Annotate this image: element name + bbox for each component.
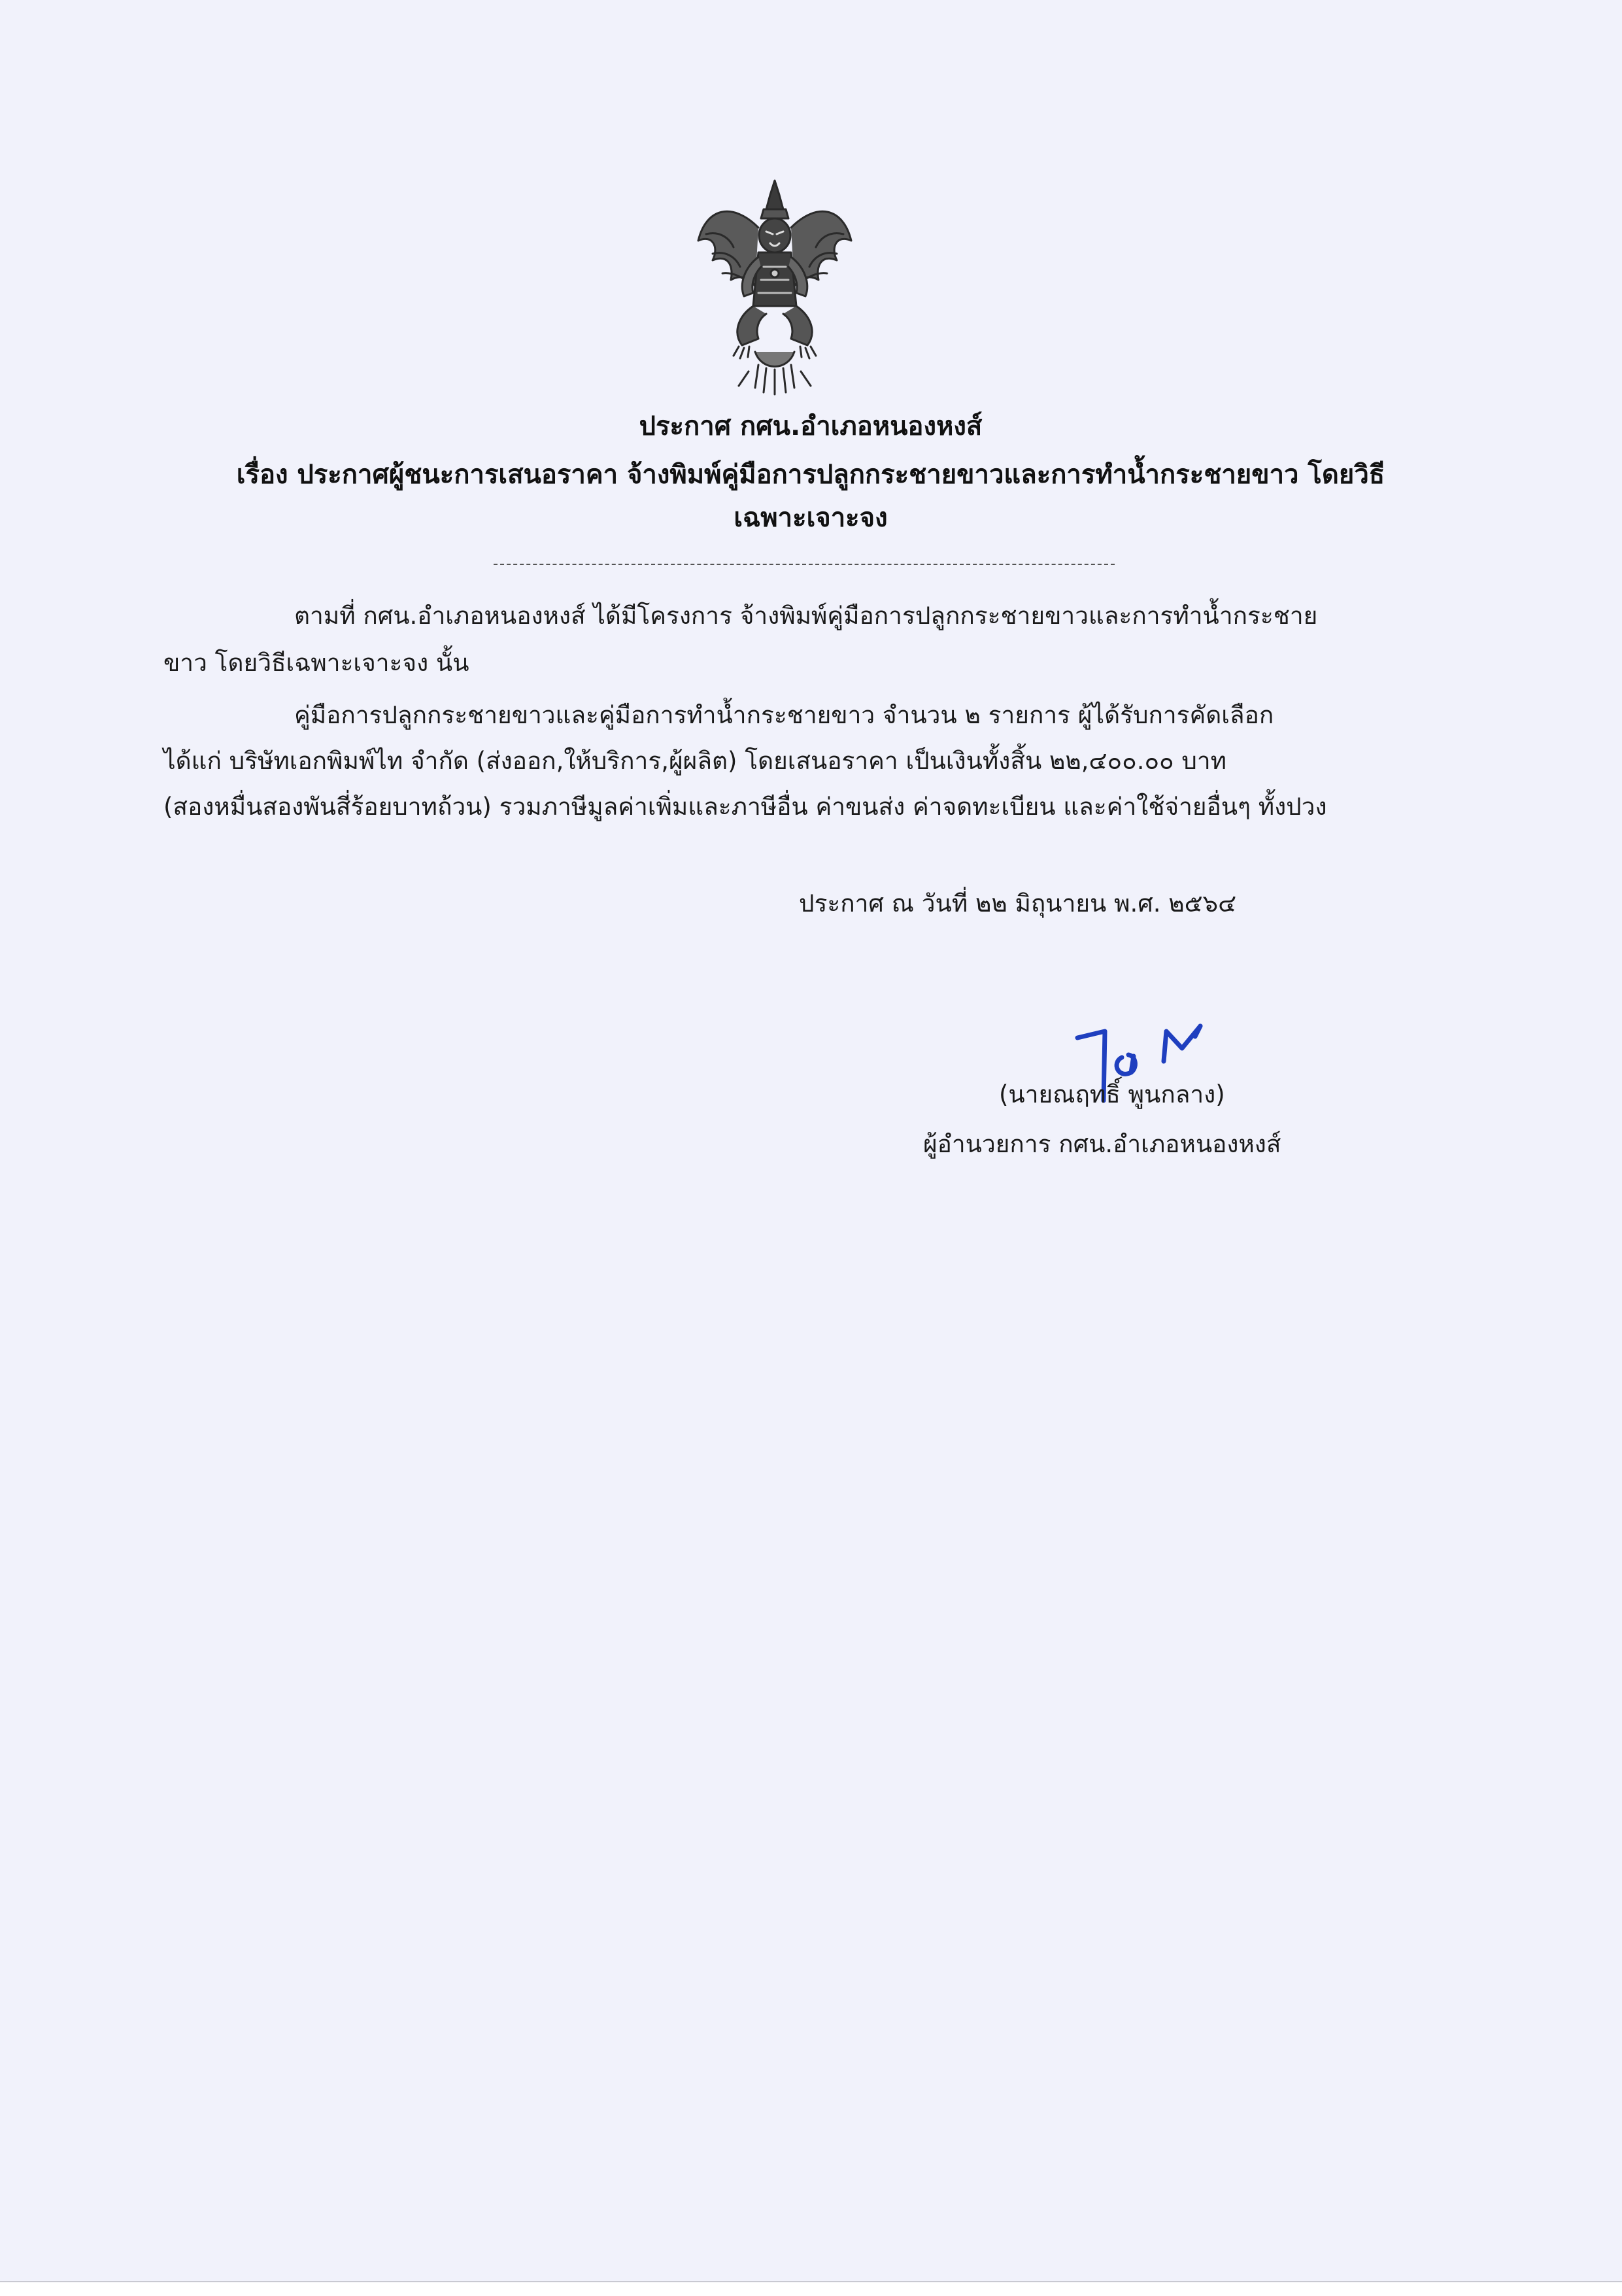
office-heading: ประกาศ กศน.อำเภอหนองหงส์ — [639, 411, 983, 441]
paragraph-1-line-2: ขาว โดยวิธีเฉพาะเจาะจง นั้น — [163, 649, 469, 677]
dashed-divider — [494, 564, 1115, 565]
paragraph-2-line-1: คู่มือการปลูกกระชายขาวและคู่มือการทำน้ำกระชายขาว จำนวน ๒ รายการ ผู้ได้รับการคัดเลือก — [294, 701, 1274, 729]
paragraph-1-line-1: ตามที่ กศน.อำเภอหนองหงส์ ได้มีโครงการ จ้างพิมพ์คู่มือการปลูกกระชายขาวและการทำน้ำกระชาย — [294, 602, 1318, 630]
subject-heading-continued: เฉพาะเจาะจง — [734, 503, 888, 533]
subject-heading: เรื่อง ประกาศผู้ชนะการเสนอราคา จ้างพิมพ์คู่มือการปลูกกระชายขาวและการทำน้ำกระชายขาว โดยวิธี — [236, 460, 1385, 490]
signatory-name: (นายณฤทธิ์ พูนกลาง) — [999, 1080, 1225, 1108]
announcement-date: ประกาศ ณ วันที่ ๒๒ มิถุนายน พ.ศ. ๒๕๖๔ — [799, 889, 1237, 917]
paragraph-2-line-2: ได้แก่ บริษัทเอกพิมพ์ไท จำกัด (ส่งออก,ให้บริการ,ผู้ผลิต) โดยเสนอราคา เป็นเงินทั้งสิ้น ๒๒,๔๐๐.๐๐ บาท — [163, 747, 1227, 775]
garuda-emblem-icon — [693, 175, 856, 398]
signatory-title: ผู้อำนวยการ กศน.อำเภอหนองหงส์ — [923, 1130, 1281, 1158]
paragraph-2-line-3: (สองหมื่นสองพันสี่ร้อยบาทถ้วน) รวมภาษีมูลค่าเพิ่มและภาษีอื่น ค่าขนส่ง ค่าจดทะเบียน และค่าใช้จ่ายอื่นๆ ทั้งปวง — [163, 793, 1327, 821]
scan-bottom-edge — [0, 2281, 1622, 2296]
